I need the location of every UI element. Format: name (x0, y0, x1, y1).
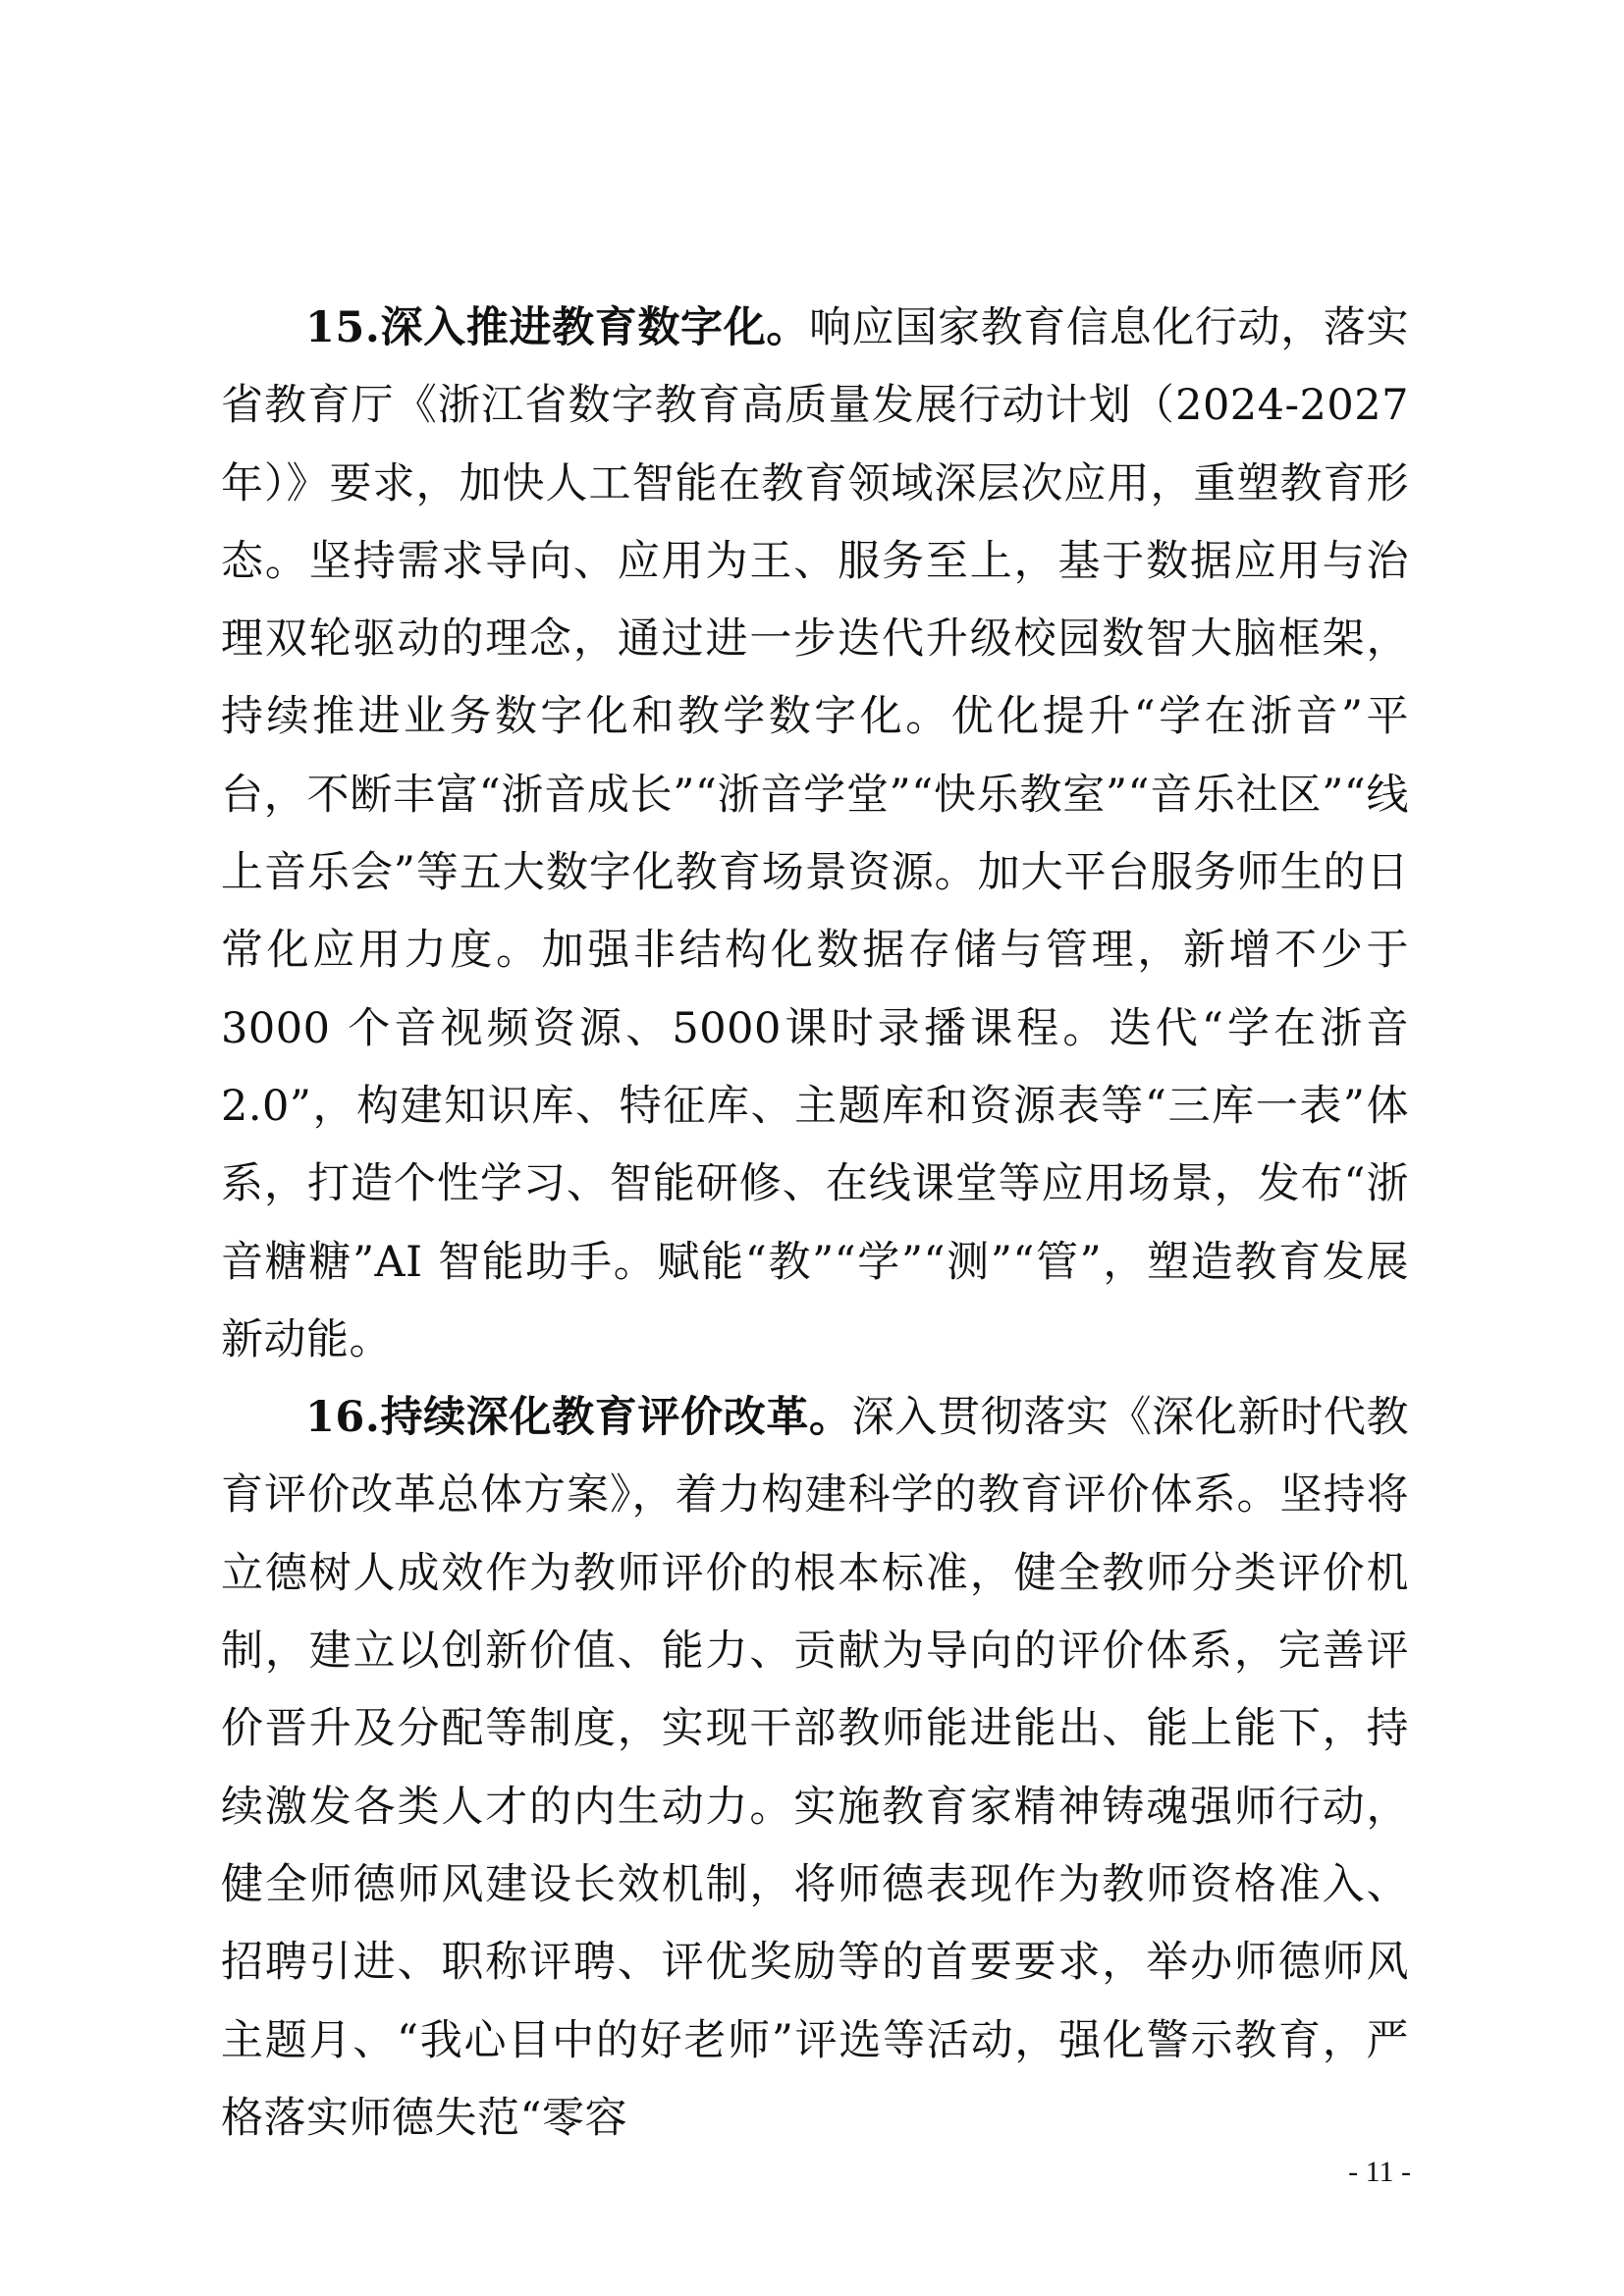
paragraph-15 (221, 290, 1409, 1379)
paragraph-16 (221, 1379, 1409, 2158)
paragraph-text: 深入贯彻落实《深化新时代教育评价改革总体方案》，着力构建科学的教育评价体系。坚持将立德树人成效作为教师评价的根本标准，健全教师分类评价机制，建立以创新价值、能力、贡献为导向的评价体系，完善评价晋升及分配等制度，实现干部教师能进能出、能上能下，持续激发各类人才的内生动力。实施教育家精神铸魂强师行动，健全师德师风建设长效机制，将师德表现作为教师资格准入、招聘引进、职称评聘、评优奖励等的首要要求，举办师德师风主题月、“我心目中的好老师”评选等活动，强化警示教育，严格落实师德失范“零容 (221, 1393, 1409, 2143)
paragraph-heading: 15.深入推进教育数字化。 (305, 303, 809, 352)
paragraph-text: 响应国家教育信息化行动，落实省教育厅《浙江省数字教育高质量发展行动计划（2024-2027年）》要求，加快人工智能在教育领域深层次应用，重塑教育形态。坚持需求导向、应用为王、服务至上，基于数据应用与治理双轮驱动的理念，通过进一步迭代升级校园数智大脑框架，持续推进业务数字化和教学数字化。优化提升“学在浙音”平台，不断丰富“浙音成长”“浙音学堂”“快乐教室”“音乐社区”“线上音乐会”等五大数字化教育场景资源。加大平台服务师生的日常化应用力度。加强非结构化数据存储与管理，新增不少于3000 个音视频资源、5000课时录播课程。迭代“学在浙音 2.0”，构建知识库、特征库、主题库和资源表等“三库一表”体系，打造个性学习、智能研修、在线课堂等应用场景，发布“浙音糖糖”AI 智能助手。赋能“教”“学”“测”“管”，塑造教育发展新动能。 (221, 303, 1409, 1364)
paragraph-heading: 16.持续深化教育评价改革。 (305, 1393, 852, 1443)
page-number: - 11 - (1348, 2156, 1411, 2188)
document-body (221, 290, 1409, 2158)
